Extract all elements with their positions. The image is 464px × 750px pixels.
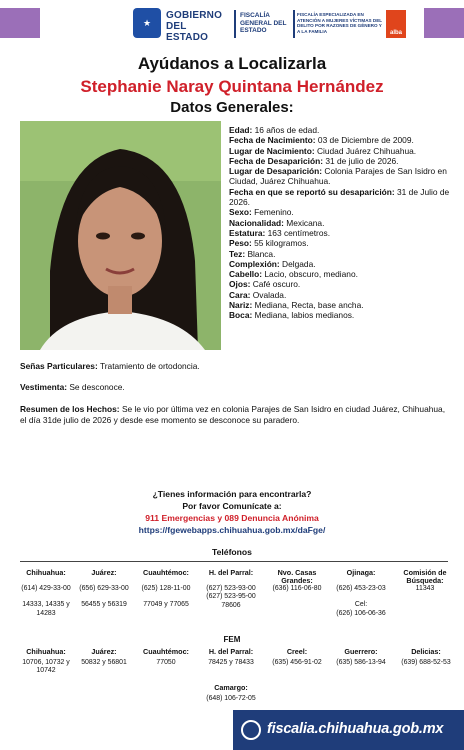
detail-peso: Peso: 55 kilogramos. [229,238,309,249]
tel-col-comision-busqueda: Comisión de Búsqueda: 11343 [403,568,447,593]
page-title: Ayúdanos a Localizarla [137,54,327,73]
footer-url[interactable]: fiscalia.chihuahua.gob.mx [267,721,444,737]
header-divider [293,10,295,38]
tel-col-ojinaga: Ojinaga: (626) 453-23-03 Cel: (626) 106-06-36 [336,568,386,617]
detail-tez: Tez: Blanca. [229,248,276,259]
detail-cabello: Cabello: Lacio, obscuro, mediano. [229,269,358,280]
missing-person-name: Stephanie Naray Quintana Hernández [80,77,384,96]
detail-complexion: Complexión: Delgada. [229,258,316,269]
footer-website[interactable] [233,710,464,750]
detail-nacionalidad: Nacionalidad: Mexicana. [229,217,325,228]
contact-call-to-action [0,488,464,536]
cta-emergency: 911 Emergencias y 089 Denuncia Anónima [145,513,319,523]
fem-col-delicias: Delicias: (639) 688-52-53 [401,647,451,667]
resumen-hechos: Resumen de los Hechos: Se le vio por última vez en colonia Parajes de San Isidro en ciudad Juárez, Chihuahua, el día 31de julio de 2026 y desde ese momento se desconoce su paradero. [20,404,446,425]
fem-col-chihuahua: Chihuahua: 10706, 10732 y 10742 [22,647,70,675]
detail-cara: Cara: Ovalada. [229,289,287,300]
fem-title: FEM [223,635,241,644]
portrait-image [20,121,221,350]
fem-col-cuauhtemoc: Cuauhtémoc: 77050 [143,647,189,667]
tel-col-nvo-casas-grandes: Nvo. Casas Grandes: (636) 116-06-80 [272,568,322,593]
senas-particulares: Señas Particulares: Tratamiento de ortodoncia. [20,361,200,371]
general-data-list [229,125,457,321]
globe-icon [241,720,261,740]
fem-col-camargo: Camargo: (648) 106-72-05 [206,683,256,703]
accent-bar-left [0,8,40,38]
section-subtitle: Datos Generales: [170,99,294,116]
cta-link[interactable]: https://fgewebapps.chihuahua.gob.mx/daFge/ [138,525,326,535]
gobierno-logo: GOBIERNO DEL ESTADO [166,10,223,43]
fiscalia-logo: FISCALÍA GENERAL DEL ESTADO [240,12,287,34]
missing-person-photo [20,121,221,350]
detail-ojos: Ojos: Café oscuro. [229,279,301,290]
detail-fecha-reporte: Fecha en que se reportó su desaparición: 31 de Julio de 2026. [229,186,450,208]
fem-col-guerrero: Guerrero: (635) 586-13-94 [336,647,386,667]
cta-contact: Por favor Comunícate a: [182,501,282,511]
header [0,0,464,50]
detail-fecha-desaparicion: Fecha de Desaparición: 31 de julio de 2026. [229,155,399,166]
header-divider [234,10,236,38]
fem-col-creel: Creel: (635) 456-91-02 [272,647,322,667]
detail-estatura: Estatura: 163 centímetros. [229,227,331,238]
cta-question: ¿Tienes información para encontrarla? [152,489,312,499]
fem-col-parral: H. del Parral: 78425 y 78433 [208,647,254,667]
alba-logo: alba [386,10,406,38]
telefonos-title: Teléfonos [212,547,252,557]
detail-lugar-desaparicion: Lugar de Desaparición: Colonia Parajes de San Isidro en Ciudad, Juárez Chihuahua. [229,166,447,187]
detail-edad: Edad: 16 años de edad. [229,125,320,135]
fem-col-juarez: Juárez: 50832 y 56801 [81,647,127,667]
accent-bar-right [424,8,464,38]
tel-col-parral: H. del Parral: (627) 523-93-00 (627) 523-95-00 78606 [206,568,256,609]
detail-sexo: Sexo: Femenino. [229,207,294,218]
tel-col-juarez: Juárez: (656) 629-33-00 56455 y 56319 [79,568,129,609]
tel-col-chihuahua: Chihuahua: (614) 429-33-00 14333, 14335 y 14283 [21,568,71,617]
fiscalia-especializada-logo: FISCALÍA ESPECIALIZADA EN ATENCIÓN A MUJERES VÍCTIMAS DEL DELITO POR RAZONES DE GÉNERO Y A LA FAMILIA [297,12,382,34]
detail-boca: Boca: Mediana, labios medianos. [229,310,355,321]
state-seal-icon: ★ [133,8,161,38]
detail-lugar-nacimiento: Lugar de Nacimiento: Ciudad Juárez Chihuahua. [229,145,417,156]
tel-col-cuauhtemoc: Cuauhtémoc: (625) 128-11-00 77049 y 77065 [141,568,191,609]
detail-nariz: Nariz: Mediana, Recta, base ancha. [229,300,364,311]
vestimenta: Vestimenta: Se desconoce. [20,382,125,392]
detail-fecha-nacimiento: Fecha de Nacimiento: 03 de Diciembre de 2009. [229,135,414,146]
divider [20,561,448,562]
